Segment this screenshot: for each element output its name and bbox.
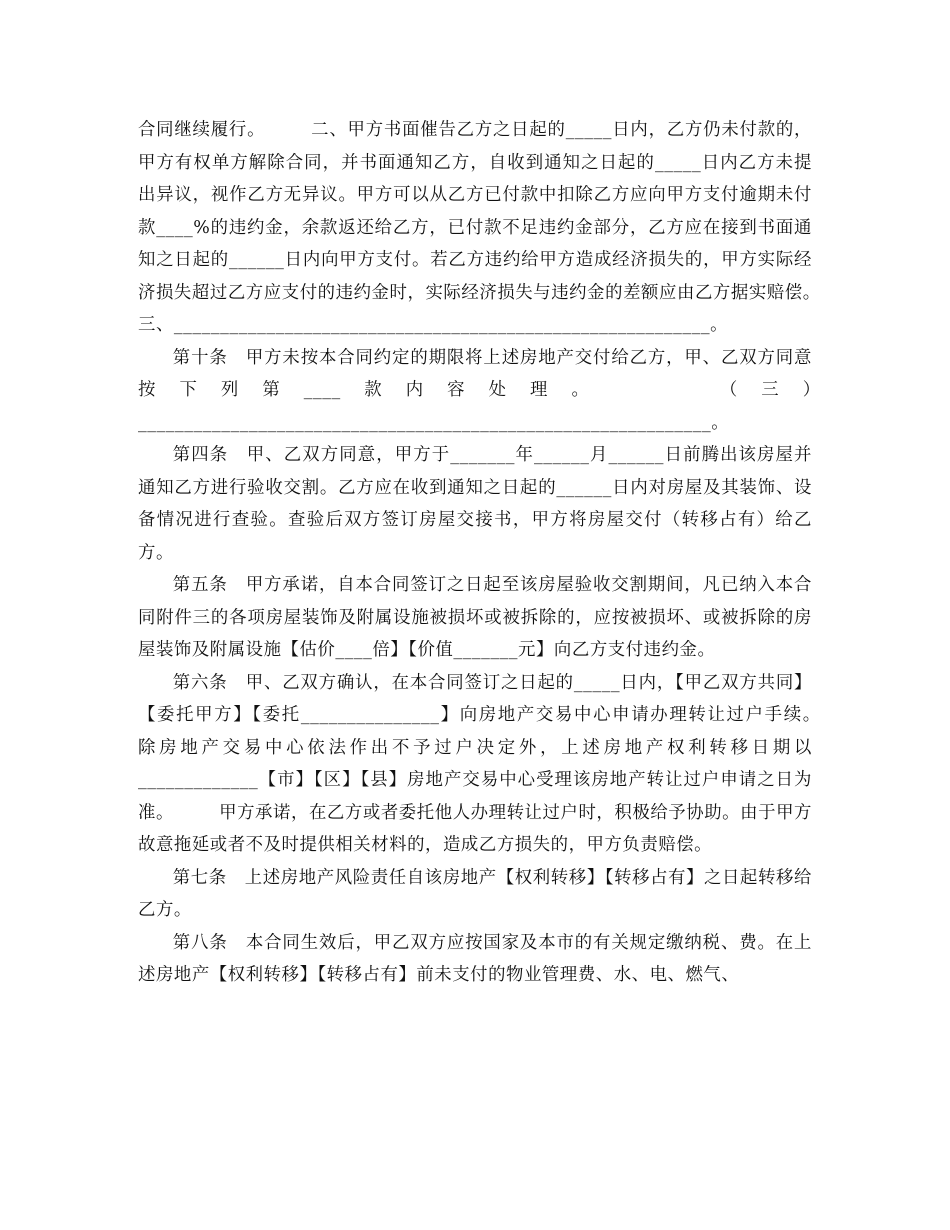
paragraph-clause-9-continued: 合同继续履行。 二、甲方书面催告乙方之日起的_____日内，乙方仍未付款的，甲方有权单方解除合同，并书面通知乙方，自收到通知之日起的_____日内乙方未提出异议，视作乙方无异议。甲方可以从乙方已付款中扣除乙方应向甲方支付逾期未付款____%的违约金，余款返还给乙方，已付款不足违约金部分，乙方应在接到书面通知之日起的______日内向甲方支付。若乙方违约给甲方造成经济损失的，甲方实际经济损失超过乙方应支付的违约金时，实际经济损失与违约金的差额应由乙方据实赔偿。 三、__________________________________________________________。: [138, 120, 866, 335]
paragraph-clause-4: 第四条 甲、乙双方同意，甲方于_______年______月______日前腾出该房屋并通知乙方进行验收交割。乙方应在收到通知之日起的______日内对房屋及其装饰、设备情况进行查验。查验后双方签订房屋交接书，甲方将房屋交付（转移占有）给乙方。: [138, 445, 812, 563]
paragraph-clause-8: 第八条 本合同生效后，甲乙双方应按国家及本市的有关规定缴纳税、费。在上述房地产【权利转移】【转移占有】前未支付的物业管理费、水、电、燃气、: [138, 932, 812, 985]
paragraph-clause-10: 第十条 甲方未按本合同约定的期限将上述房地产交付给乙方，甲、乙双方同意按下列第____款内容处理。 （三） ______________________________________________________________。: [138, 347, 884, 433]
document-body: [138, 114, 884, 992]
paragraph-clause-6: 第六条 甲、乙双方确认，在本合同签订之日起的_____日内，【甲乙双方共同】【委托甲方】【委托_______________】向房地产交易中心申请办理转让过户手续。 除房地产交易中心依法作出不予过户决定外，上述房地产权利转移日期以_____________【市】【区】【县】房地产交易中心受理该房地产转让过户申请之日为准。 甲方承诺，在乙方或者委托他人办理转让过户时，积极给予协助。由于甲方故意拖延或者不及时提供相关材料的，造成乙方损失的，甲方负责赔偿。: [138, 672, 866, 855]
paragraph-clause-5: 第五条 甲方承诺，自本合同签订之日起至该房屋验收交割期间，凡已纳入本合同附件三的各项房屋装饰及附属设施被损坏或被拆除的，应按被损坏、或被拆除的房屋装饰及附属设施【估价____倍】【价值_______元】向乙方支付违约金。: [138, 575, 812, 660]
paragraph-clause-7: 第七条 上述房地产风险责任自该房地产【权利转移】【转移占有】之日起转移给乙方。: [138, 867, 812, 920]
